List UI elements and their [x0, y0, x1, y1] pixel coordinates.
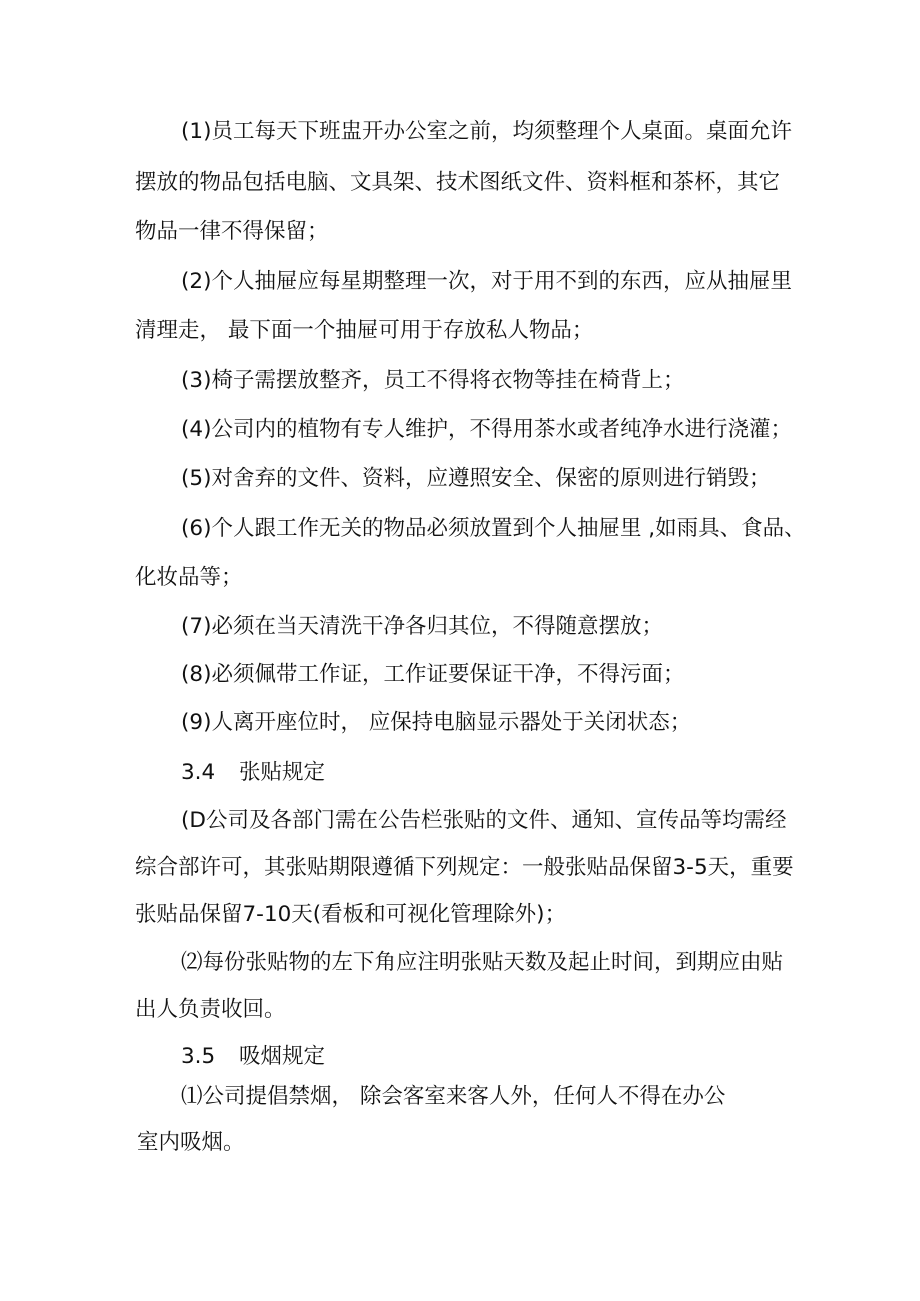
- section-3-4-title: 张贴规定: [239, 760, 326, 785]
- item-5-line-1: (5)对舍弃的文件、资料，应遵照安全、保密的原则进行销毁；: [181, 466, 771, 491]
- item-9-line-1: (9)人离开座位时， 应保持电脑显示器处于关闭状态；: [181, 710, 692, 735]
- item-1-line-2: 摆放的物品包括电脑、文具架、技术图纸文件、资料框和茶杯，其它: [135, 170, 781, 195]
- item-3-line-1: (3)椅子需摆放整齐，员工不得将衣物等挂在椅背上；: [181, 368, 685, 393]
- post-item-1-line-2: 综合部许可，其张贴期限遵循下列规定：一般张贴品保留3-5天，重要: [135, 855, 794, 880]
- item-6-line-2: 化妆品等；: [135, 565, 243, 590]
- smoke-item-1-line-2: 室内吸烟。: [137, 1130, 245, 1155]
- item-4-line-1: (4)公司内的植物有专人维护，不得用茶水或者纯净水进行浇灌；: [181, 417, 792, 442]
- section-3-5-title: 吸烟规定: [239, 1044, 326, 1069]
- section-3-5-heading: [181, 1042, 325, 1072]
- post-item-2-line-1: ⑵每份张贴物的左下角应注明张贴天数及起止时间，到期应由贴: [181, 950, 784, 975]
- item-8-line-1: (8)必须佩带工作证，工作证要保证干净，不得污面；: [181, 662, 685, 687]
- item-1-line-3: 物品一律不得保留；: [135, 219, 329, 244]
- item-1-line-1: (1)员工每天下班盅开办公室之前，均须整理个人桌面。桌面允许: [181, 119, 792, 144]
- item-6-line-1: (6)个人跟工作无关的物品必须放置到个人抽屉里 ,如雨具、食品、: [181, 516, 806, 541]
- post-item-1-line-1: (D公司及各部门需在公告栏张贴的文件、通知、宣传品等均需经: [181, 808, 787, 833]
- section-3-4-heading: [181, 758, 325, 788]
- post-item-1-line-3: 张贴品保留7-10天(看板和可视化管理除外)；: [135, 902, 567, 927]
- item-2-line-2: 清理走， 最下面一个抽屉可用于存放私人物品；: [135, 318, 594, 343]
- section-3-5-number: 3.5: [181, 1044, 216, 1069]
- post-item-2-line-2: 出人负责收回。: [135, 997, 286, 1022]
- item-2-line-1: (2)个人抽屉应每星期整理一次，对于用不到的东西，应从抽屉里: [181, 269, 792, 294]
- item-7-line-1: (7)必须在当天清洗干净各归其位，不得随意摆放；: [181, 614, 663, 639]
- section-3-4-number: 3.4: [181, 760, 216, 785]
- smoke-item-1-line-1: ⑴公司提倡禁烟， 除会客室来客人外，任何人不得在办公: [181, 1084, 726, 1109]
